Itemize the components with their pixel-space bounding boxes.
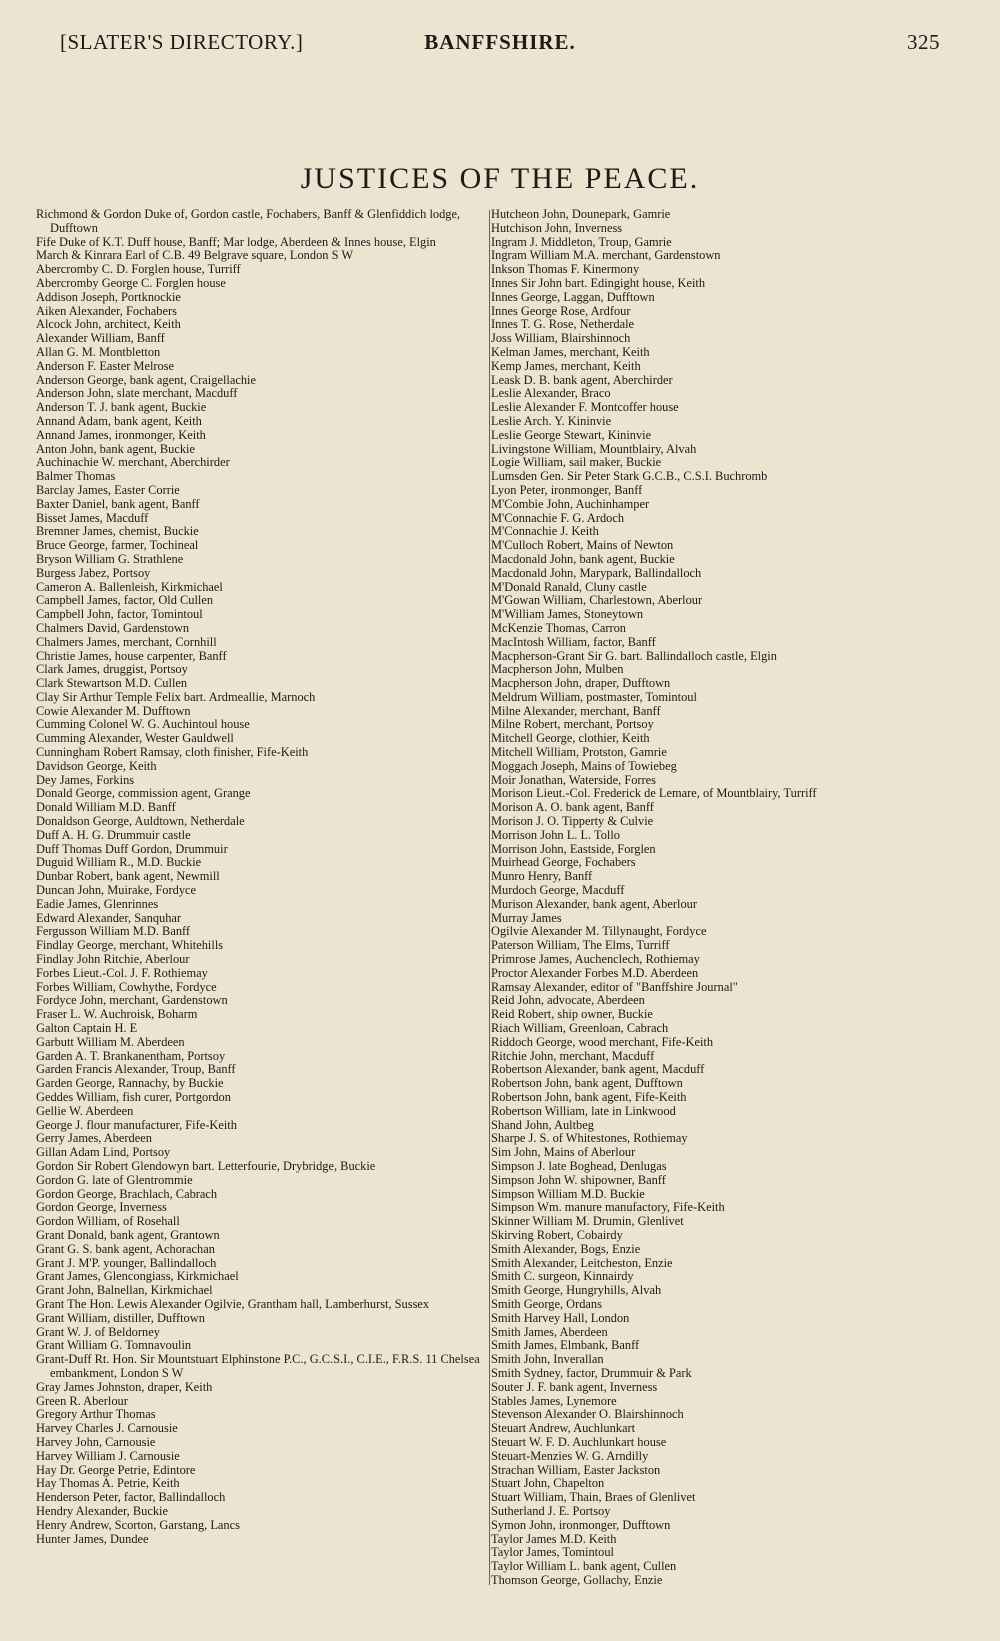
justice-entry: Morrison John, Eastside, Forglen (491, 841, 656, 856)
justice-entry: Smith Sydney, factor, Drummuir & Park (491, 1365, 692, 1380)
justice-entry: Smith John, Inverallan (491, 1352, 604, 1367)
justice-entry: Logie William, sail maker, Buckie (491, 455, 662, 470)
justice-entry: Taylor James M.D. Keith (491, 1531, 617, 1546)
justice-entry: Macpherson John, draper, Dufftown (491, 676, 671, 691)
justice-entry: Smith James, Aberdeen (491, 1324, 608, 1339)
justice-entry: Taylor William L. bank agent, Cullen (491, 1559, 677, 1574)
justice-entry: Eadie James, Glenrinnes (36, 896, 159, 911)
justice-entry: Anderson T. J. bank agent, Buckie (36, 400, 207, 415)
justice-entry: Riach William, Greenloan, Cabrach (491, 1021, 669, 1036)
justice-entry: Grant William, distiller, Dufftown (36, 1310, 205, 1325)
justice-entry: Alexander William, Banff (36, 331, 165, 346)
justice-entry: Barclay James, Easter Corrie (36, 482, 180, 497)
justice-entry: Smith George, Hungryhills, Alvah (491, 1283, 662, 1298)
justice-entry: Galton Captain H. E (36, 1021, 138, 1036)
justice-entry: Dey James, Forkins (36, 772, 135, 787)
justice-entry: Grant The Hon. Lewis Alexander Ogilvie, Grantham hall, Lamberhurst, Sussex (36, 1296, 430, 1311)
justice-entry: Smith Harvey Hall, London (491, 1310, 630, 1325)
justice-entry: Bremner James, chemist, Buckie (36, 524, 199, 539)
justice-entry: Leask D. B. bank agent, Aberchirder (491, 372, 673, 387)
justice-entry: Cumming Alexander, Wester Gauldwell (36, 731, 234, 746)
justice-entry: Stuart John, Chapelton (491, 1476, 605, 1491)
justice-entry: Baxter Daniel, bank agent, Banff (36, 496, 200, 511)
justice-entry: Primrose James, Auchenclech, Rothiemay (491, 952, 700, 967)
justice-entry: Kemp James, merchant, Keith (491, 358, 641, 373)
justice-entry: Meldrum William, postmaster, Tomintoul (491, 689, 697, 704)
justice-entry: Donald William M.D. Banff (36, 800, 176, 815)
justice-entry: Fergusson William M.D. Banff (36, 924, 191, 939)
justice-entry: Innes T. G. Rose, Netherdale (491, 317, 635, 332)
justice-entry: Milne Alexander, merchant, Banff (491, 703, 661, 718)
justice-entry: Edward Alexander, Sanquhar (36, 910, 182, 925)
justice-entry: Simpson J. late Boghead, Denlugas (491, 1158, 667, 1173)
page-number: 325 (907, 30, 940, 54)
justice-entry: Addison Joseph, Portknockie (36, 289, 181, 304)
justice-entry: M'Combie John, Auchinhamper (491, 496, 650, 511)
justice-entry: Davidson George, Keith (36, 758, 157, 773)
justice-entry: Reid Robert, ship owner, Buckie (491, 1007, 653, 1022)
justice-entry: Richmond & Gordon Duke of, Gordon castle, Fochabers, Banff & Glenfiddich lodge, Dufftown (36, 207, 461, 235)
justice-entry: Steuart-Menzies W. G. Arndilly (491, 1448, 649, 1463)
justice-entry: Grant William G. Tomnavoulin (36, 1338, 192, 1353)
justice-entry: Lumsden Gen. Sir Peter Stark G.C.B., C.S.I. Buchromb (491, 469, 768, 484)
justice-entry: Steuart W. F. D. Auchlunkart house (491, 1434, 667, 1449)
justice-entry: Grant-Duff Rt. Hon. Sir Mountstuart Elphinstone P.C., G.C.S.I., C.I.E., F.R.S. 11 Chelsea embankment, London S W (36, 1352, 480, 1380)
justice-entry: Cowie Alexander M. Dufftown (36, 703, 191, 718)
justice-entry: Sim John, Mains of Aberlour (491, 1145, 636, 1160)
county-name: BANFFSHIRE. (424, 30, 576, 54)
justice-entry: Reid John, advocate, Aberdeen (491, 993, 645, 1008)
justice-entry: Simpson John W. shipowner, Banff (491, 1172, 666, 1187)
justice-entry: Inkson Thomas F. Kinermony (491, 262, 640, 277)
justice-entry: Gordon Sir Robert Glendowyn bart. Letterfourie, Drybridge, Buckie (36, 1158, 376, 1173)
justice-entry: Livingstone William, Mountblairy, Alvah (491, 441, 697, 456)
justice-entry: Annand Adam, bank agent, Keith (36, 413, 202, 428)
justice-entry: Gordon George, Brachlach, Cabrach (36, 1186, 218, 1201)
justice-entry: Auchinachie W. merchant, Aberchirder (36, 455, 230, 470)
justice-entry: Grant J. M'P. younger, Ballindalloch (36, 1255, 217, 1270)
justice-entry: Duff A. H. G. Drummuir castle (36, 827, 191, 842)
justice-entry: Robertson John, bank agent, Dufftown (491, 1076, 683, 1091)
justice-entry: Macpherson-Grant Sir G. bart. Ballindalloch castle, Elgin (491, 648, 777, 663)
justice-entry: Gregory Arthur Thomas (36, 1407, 156, 1422)
justice-entry: Anton John, bank agent, Buckie (36, 441, 195, 456)
justice-entry: Innes George, Laggan, Dufftown (491, 289, 655, 304)
justice-entry: Ramsay Alexander, editor of "Banffshire Journal" (491, 979, 738, 994)
justice-entry: Christie James, house carpenter, Banff (36, 648, 227, 663)
justice-entry: Gellie W. Aberdeen (36, 1103, 134, 1118)
justice-entry: Donaldson George, Auldtown, Netherdale (36, 814, 245, 829)
justice-entry: Findlay George, merchant, Whitehills (36, 938, 224, 953)
justice-entry: Anderson John, slate merchant, Macduff (36, 386, 238, 401)
justice-entry: MacIntosh William, factor, Banff (491, 634, 656, 649)
justice-entry: Morison J. O. Tipperty & Culvie (491, 814, 654, 829)
justice-entry: M'Connachie F. G. Ardoch (491, 510, 625, 525)
justice-entry: Smith George, Ordans (491, 1296, 602, 1311)
justice-entry: Simpson William M.D. Buckie (491, 1186, 645, 1201)
justice-entry: Leslie Arch. Y. Kininvie (491, 413, 612, 428)
justice-entry: Stevenson Alexander O. Blairshinnoch (491, 1407, 684, 1422)
justice-entry: Grant John, Balnellan, Kirkmichael (36, 1283, 213, 1298)
justice-entry: Gordon G. late of Glentrommie (36, 1172, 193, 1187)
justice-entry: Clay Sir Arthur Temple Felix bart. Ardmeallie, Marnoch (36, 689, 316, 704)
justice-entry: Henderson Peter, factor, Ballindalloch (36, 1490, 226, 1505)
justice-entry: Grant Donald, bank agent, Grantown (36, 1227, 220, 1242)
justice-entry: Moggach Joseph, Mains of Towiebeg (491, 758, 677, 773)
justice-entry: M'Culloch Robert, Mains of Newton (491, 538, 674, 553)
justice-entry: M'Connachie J. Keith (491, 524, 599, 539)
justice-entry: Chalmers James, merchant, Cornhill (36, 634, 217, 649)
column-divider (489, 210, 490, 1585)
justice-entry: Murison Alexander, bank agent, Aberlour (491, 896, 697, 911)
justice-entry: Sharpe J. S. of Whitestones, Rothiemay (491, 1131, 688, 1146)
justice-entry: Strachan William, Easter Jackston (491, 1462, 661, 1477)
justice-entry: Donald George, commission agent, Grange (36, 786, 251, 801)
justice-entry: Munro Henry, Banff (491, 869, 593, 884)
justice-entry: Leslie Alexander, Braco (491, 386, 611, 401)
justice-entry: Skinner William M. Drumin, Glenlivet (491, 1214, 684, 1229)
justice-entry: Hutcheon John, Dounepark, Gamrie (491, 207, 671, 221)
justice-entry: Smith James, Elmbank, Banff (491, 1338, 640, 1353)
justice-entry: Cumming Colonel W. G. Auchintoul house (36, 717, 250, 732)
justice-entry: McKenzie Thomas, Carron (491, 620, 626, 635)
justice-entry: Forbes Lieut.-Col. J. F. Rothiemay (36, 965, 208, 980)
justice-entry: Kelman James, merchant, Keith (491, 344, 650, 359)
right-column (491, 208, 966, 1588)
justice-entry: Grant W. J. of Beldorney (36, 1324, 160, 1339)
justice-entry: Grant G. S. bank agent, Achorachan (36, 1241, 215, 1256)
justice-entry: Abercromby George C. Forglen house (36, 275, 226, 290)
justice-entry: Smith C. surgeon, Kinnairdy (491, 1269, 634, 1284)
justice-entry: Garbutt William M. Aberdeen (36, 1034, 185, 1049)
justice-entry: M'Donald Ranald, Cluny castle (491, 579, 647, 594)
justice-entry: Alcock John, architect, Keith (36, 317, 181, 332)
page-header (60, 30, 940, 70)
justice-entry: Smith Alexander, Bogs, Enzie (491, 1241, 641, 1256)
justice-entry: Steuart Andrew, Auchlunkart (491, 1421, 636, 1436)
justice-entry: Henry Andrew, Scorton, Garstang, Lancs (36, 1517, 240, 1532)
justice-entry: Macdonald John, bank agent, Buckie (491, 551, 675, 566)
justice-entry: Clark James, druggist, Portsoy (36, 662, 188, 677)
justice-entry: Morrison John L. L. Tollo (491, 827, 621, 842)
justice-entry: Duncan John, Muirake, Fordyce (36, 883, 197, 898)
justice-entry: Shand John, Aultbeg (491, 1117, 594, 1132)
justice-entry: Bryson William G. Strathlene (36, 551, 184, 566)
justice-entry: Ingram J. Middleton, Troup, Gamrie (491, 234, 672, 249)
justice-entry: Souter J. F. bank agent, Inverness (491, 1379, 658, 1394)
justice-entry: Geddes William, fish curer, Portgordon (36, 1090, 231, 1104)
justice-entry: Hutchison John, Inverness (491, 220, 623, 235)
justice-entry: Taylor James, Tomintoul (491, 1545, 614, 1560)
justice-entry: Anderson George, bank agent, Craigellachie (36, 372, 256, 387)
justice-entry: Bruce George, farmer, Tochineal (36, 538, 199, 553)
justice-entry: Gray James Johnston, draper, Keith (36, 1379, 213, 1394)
justice-entry: Innes Sir John bart. Edingight house, Keith (491, 275, 706, 290)
justice-entry: Grant James, Glencongiass, Kirkmichael (36, 1269, 239, 1284)
justice-entry: Findlay John Ritchie, Aberlour (36, 952, 190, 967)
justice-entry: Gordon George, Inverness (36, 1200, 167, 1215)
justice-entry: M'Gowan William, Charlestown, Aberlour (491, 593, 703, 608)
justice-entry: Simpson Wm. manure manufactory, Fife-Keith (491, 1200, 725, 1215)
justice-entry: Aiken Alexander, Fochabers (36, 303, 177, 318)
justice-entry: Proctor Alexander Forbes M.D. Aberdeen (491, 965, 699, 980)
justice-entry: Ritchie John, merchant, Macduff (491, 1048, 655, 1063)
justice-entry: Skirving Robert, Cobairdy (491, 1227, 623, 1242)
justice-entry: Hendry Alexander, Buckie (36, 1503, 168, 1518)
justice-entry: Hay Thomas A. Petrie, Keith (36, 1476, 180, 1491)
justice-entry: Garden A. T. Brankanentham, Portsoy (36, 1048, 226, 1063)
justice-entry: Duguid William R., M.D. Buckie (36, 855, 202, 870)
justice-entry: Innes George Rose, Ardfour (491, 303, 631, 318)
justice-entry: Paterson William, The Elms, Turriff (491, 938, 670, 953)
justice-entry: Lyon Peter, ironmonger, Banff (491, 482, 643, 497)
justice-entry: Garden Francis Alexander, Troup, Banff (36, 1062, 236, 1077)
justice-entry: M'William James, Stoneytown (491, 607, 644, 622)
justice-entry: Moir Jonathan, Waterside, Forres (491, 772, 656, 787)
directory-name: [SLATER'S DIRECTORY.] (60, 30, 304, 54)
justice-entry: Harvey John, Carnousie (36, 1434, 156, 1449)
justice-entry: Burgess Jabez, Portsoy (36, 565, 151, 580)
left-column (36, 208, 488, 1546)
justice-entry: Symon John, ironmonger, Dufftown (491, 1517, 671, 1532)
justice-entry: Stuart William, Thain, Braes of Glenlivet (491, 1490, 696, 1505)
justice-entry: Fordyce John, merchant, Gardenstown (36, 993, 228, 1008)
justice-entry: Fraser L. W. Auchroisk, Boharm (36, 1007, 198, 1022)
justice-entry: Mitchell George, clothier, Keith (491, 731, 650, 746)
justice-entry: Fife Duke of K.T. Duff house, Banff; Mar lodge, Aberdeen & Innes house, Elgin (36, 234, 436, 249)
justice-entry: Campbell John, factor, Tomintoul (36, 607, 203, 622)
justice-entry: Robertson William, late in Linkwood (491, 1103, 676, 1118)
justice-entry: Harvey Charles J. Carnousie (36, 1421, 178, 1436)
justice-entry: Robertson Alexander, bank agent, Macduff (491, 1062, 705, 1077)
justice-entry: Abercromby C. D. Forglen house, Turriff (36, 262, 241, 277)
justice-entry: Morison A. O. bank agent, Banff (491, 800, 654, 815)
justice-entry: Hunter James, Dundee (36, 1531, 149, 1546)
justice-entry: Harvey William J. Carnousie (36, 1448, 180, 1463)
justice-entry: Garden George, Rannachy, by Buckie (36, 1076, 224, 1091)
justice-entry: Smith Alexander, Leitcheston, Enzie (491, 1255, 673, 1270)
justice-entry: George J. flour manufacturer, Fife-Keith (36, 1117, 237, 1132)
justice-entry: Leslie Alexander F. Montcoffer house (491, 400, 679, 415)
justice-entry: Hay Dr. George Petrie, Edintore (36, 1462, 196, 1477)
justice-entry: Robertson John, bank agent, Fife-Keith (491, 1090, 687, 1104)
justice-entry: Cameron A. Ballenleish, Kirkmichael (36, 579, 223, 594)
justice-entry: Joss William, Blairshinnoch (491, 331, 631, 346)
justice-entry: Leslie George Stewart, Kininvie (491, 427, 652, 442)
justice-entry: Bisset James, Macduff (36, 510, 149, 525)
justice-entry: Gillan Adam Lind, Portsoy (36, 1145, 171, 1160)
justice-entry: Murray James (491, 910, 562, 925)
justice-entry: Thomson George, Gollachy, Enzie (491, 1572, 663, 1587)
justice-entry: Dunbar Robert, bank agent, Newmill (36, 869, 220, 884)
justice-entry: Allan G. M. Montbletton (36, 344, 161, 359)
justice-entry: Milne Robert, merchant, Portsoy (491, 717, 654, 732)
justice-entry: Macpherson John, Mulben (491, 662, 624, 677)
justice-entry: Riddoch George, wood merchant, Fife-Keith (491, 1034, 714, 1049)
justice-entry: Ingram William M.A. merchant, Gardenstown (491, 248, 721, 263)
justice-entry: Stables James, Lynemore (491, 1393, 617, 1408)
justice-entry: Cunningham Robert Ramsay, cloth finisher, Fife-Keith (36, 745, 309, 760)
justice-entry: Mitchell William, Protston, Gamrie (491, 745, 667, 760)
justice-entry: Anderson F. Easter Melrose (36, 358, 175, 373)
justice-entry: Ogilvie Alexander M. Tillynaught, Fordyce (491, 924, 707, 939)
justice-entry: Gordon William, of Rosehall (36, 1214, 180, 1229)
justice-entry: Forbes William, Cowhythe, Fordyce (36, 979, 217, 994)
justice-entry: Balmer Thomas (36, 469, 116, 484)
justice-entry: Gerry James, Aberdeen (36, 1131, 152, 1146)
justice-entry: Morison Lieut.-Col. Frederick de Lemare, of Mountblairy, Turriff (491, 786, 817, 801)
justice-entry: Clark Stewartson M.D. Cullen (36, 676, 188, 691)
justice-entry: Macdonald John, Marypark, Ballindalloch (491, 565, 702, 580)
justice-entry: Duff Thomas Duff Gordon, Drummuir (36, 841, 228, 856)
justice-entry: Muirhead George, Fochabers (491, 855, 636, 870)
justice-entry: Annand James, ironmonger, Keith (36, 427, 206, 442)
justice-entry: Murdoch George, Macduff (491, 883, 625, 898)
justice-entry: Sutherland J. E. Portsoy (491, 1503, 611, 1518)
justice-entry: March & Kinrara Earl of C.B. 49 Belgrave square, London S W (36, 248, 354, 263)
justice-entry: Campbell James, factor, Old Cullen (36, 593, 214, 608)
page-title: JUSTICES OF THE PEACE. (300, 162, 700, 195)
justice-entry: Green R. Aberlour (36, 1393, 128, 1408)
justice-entry: Chalmers David, Gardenstown (36, 620, 190, 635)
